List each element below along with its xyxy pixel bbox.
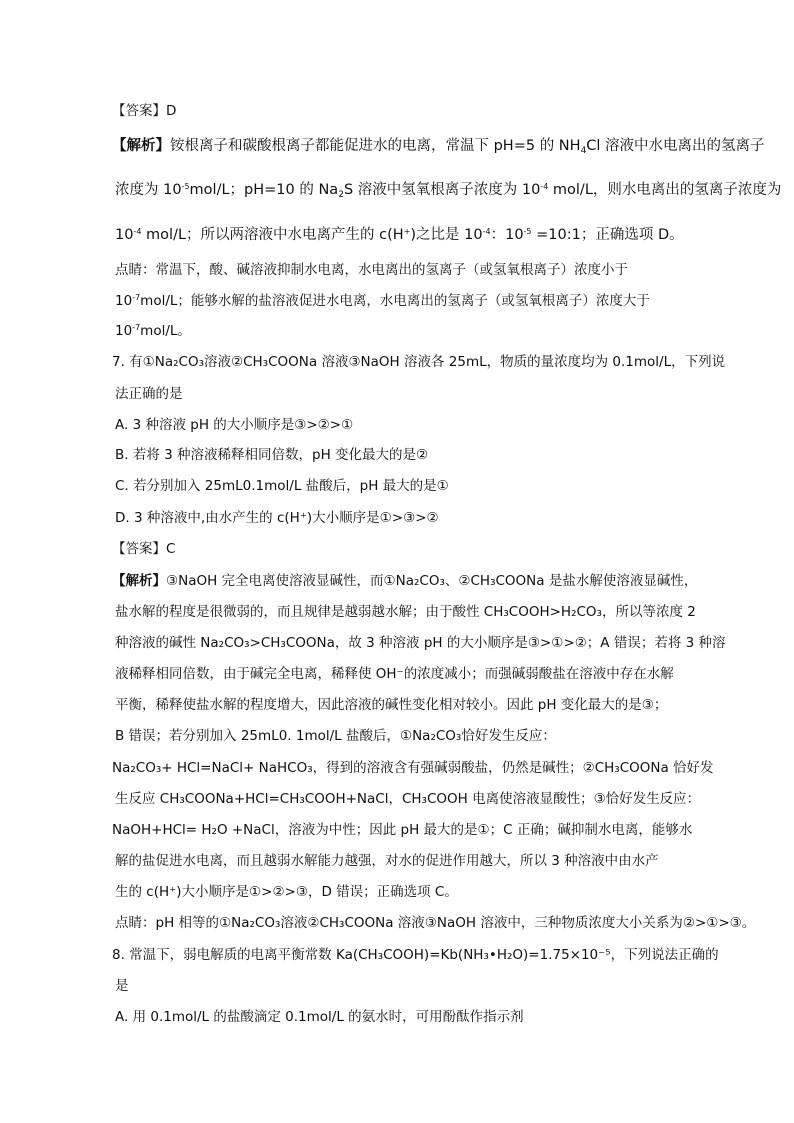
answer-label-q6: 【答案】D: [112, 103, 177, 119]
analysis-q7-line-7: Na₂CO₃+ HCl=NaCl+ NaHCO₃，得到的溶液含有强碱弱酸盐，仍然是碱性；②CH₃COONa 恰好发: [112, 760, 714, 776]
analysis-q7-line-8: 生反应 CH₃COONa+HCl=CH₃COOH+NaCl，CH₃COOH 电离使溶液显酸性；③恰好发生反应：: [115, 791, 701, 807]
answer-label-q7: 【答案】C: [112, 541, 176, 557]
analysis-label: 【解析】: [112, 138, 170, 154]
analysis-q7-line-1: 【解析】③NaOH 完全电离使溶液显碱性，而①Na₂CO₃、②CH₃COONa 是盐水解使溶液显碱性，: [112, 573, 698, 589]
question-7-option-a: A. 3 种溶液 pH 的大小顺序是③>②>①: [115, 417, 354, 433]
question-7-stem-2: 法正确的是: [115, 386, 183, 402]
analysis-q7-line-5: 平衡，稀释使盐水解的程度增大，因此溶液的碱性变化相对较小。因此 pH 变化最大的是③；: [115, 697, 668, 713]
question-8-stem-2: 是: [115, 978, 129, 994]
analysis-line-3: $10^{-4}$ mol/L；所以两溶液中水电离产生的 c(H+)之比是 $10^{-4}$：$10^{-5}$ =10:1；正确选项 D。: [115, 227, 684, 243]
tip-line-3: $10^{-7}mol/L$。: [115, 323, 191, 339]
analysis-q7-line-10: 解的盐促进水电离，而且越弱水解能力越强，对水的促进作用越大，所以 3 种溶液中由水产: [115, 853, 659, 869]
question-7-option-c: C. 若分别加入 25mL0.1mol/L 盐酸后，pH 最大的是①: [115, 478, 449, 494]
analysis-q7-line-3: 种溶液的碱性 Na₂CO₃>CH₃COONa，故 3 种溶液 pH 的大小顺序是③>①>②；A 错误；若将 3 种溶: [115, 635, 726, 651]
analysis-q7-line-4: 液稀释相同倍数，由于碱完全电离，稀释使 OH⁻的浓度减小；而强碱弱酸盐在溶液中存在水解: [115, 666, 674, 682]
tip-line-1: 点睛：常温下，酸、碱溶液抑制水电离，水电离出的氢离子（或氢氧根离子）浓度小于: [115, 262, 628, 278]
analysis-q7-line-11: 生的 c(H⁺)大小顺序是①>②>③，D 错误；正确选项 C。: [115, 884, 458, 900]
question-7-stem-1: 7. 有①Na₂CO₃溶液②CH₃COONa 溶液③NaOH 溶液各 25mL，物质的量浓度均为 0.1mol/L，下列说: [112, 354, 726, 370]
analysis-q7-line-6: B 错误；若分别加入 25mL0. 1mol/L 盐酸后，①Na₂CO₃恰好发生反应：: [115, 728, 556, 744]
analysis-line-1: 【解析】铵根离子和碳酸根离子都能促进水的电离，常温下 pH=5 的 $NH_4Cl$ 溶液中水电离出的氢离子: [112, 138, 765, 156]
analysis-line-2: 浓度为 $10^{-5}mol/L$；pH=10 的 $Na_2S$ 溶液中氢氧根离子浓度为 $10^{-4}$ mol/L，则水电离出的氢离子浓度为: [115, 182, 782, 200]
tip-line-2: $10^{-7}mol/L$；能够水解的盐溶液促进水电离，水电离出的氢离子（或氢氧根离子）浓度大于: [115, 293, 650, 309]
question-8-stem-1: 8. 常温下，弱电解质的电离平衡常数 Ka(CH₃COOH)=Kb(NH₃•H₂O)=1.75×10⁻⁵，下列说法正确的: [112, 947, 719, 963]
analysis-label: 【解析】: [112, 573, 166, 589]
question-8-option-a: A. 用 0.1mol/L 的盐酸滴定 0.1mol/L 的氨水时，可用酚酞作指示剂: [115, 1009, 524, 1025]
analysis-q7-line-9: NaOH+HCl= H₂O +NaCl，溶液为中性；因此 pH 最大的是①；C 正确；碱抑制水电离，能够水: [112, 822, 693, 838]
question-7-option-b: B. 若将 3 种溶液稀释相同倍数，pH 变化最大的是②: [115, 447, 429, 463]
tip-q7: 点睛：pH 相等的①Na₂CO₃溶液②CH₃COONa 溶液③NaOH 溶液中，三种物质浓度大小关系为②>①>③。: [115, 915, 756, 931]
analysis-q7-line-2: 盐水解的程度是很微弱的，而且规律是越弱越水解；由于酸性 CH₃COOH>H₂CO₃，所以等浓度 2: [115, 604, 696, 620]
question-7-option-d: D. 3 种溶液中,由水产生的 c(H⁺)大小顺序是①>③>②: [115, 510, 439, 526]
